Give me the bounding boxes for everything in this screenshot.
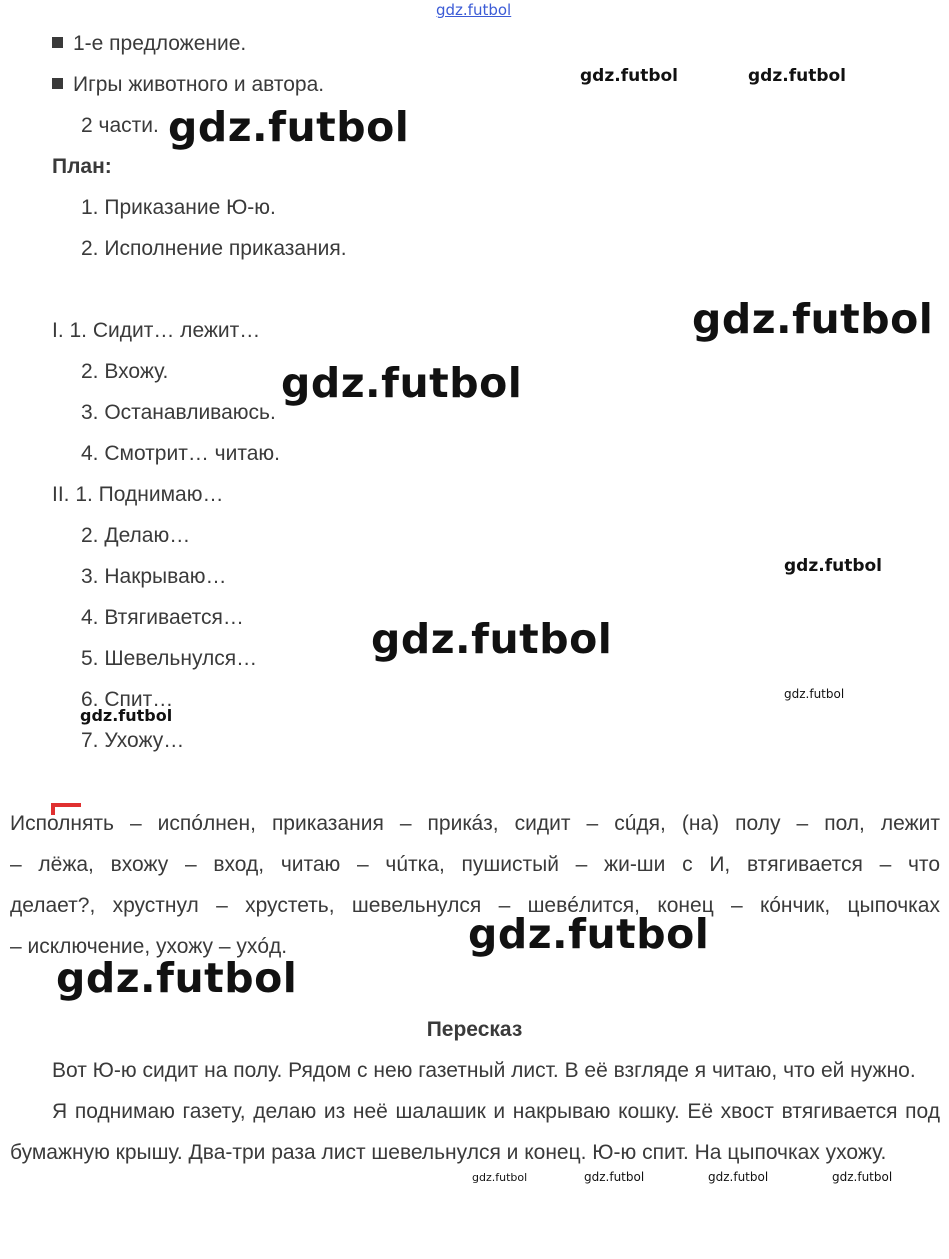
watermark: gdz.futbol: [580, 66, 678, 86]
bullet-text-2: Игры животного и автора.: [73, 73, 325, 96]
outline-item: 7. Ухожу…: [81, 729, 185, 752]
watermark: gdz.futbol: [472, 1171, 528, 1184]
watermark: gdz.futbol: [468, 910, 710, 958]
bullet-item-1: [52, 33, 246, 54]
header-watermark[interactable]: gdz.futbol: [436, 1, 512, 19]
watermark: gdz.futbol: [708, 1170, 769, 1184]
watermark: gdz.futbol: [832, 1170, 893, 1184]
square-bullet-icon: [52, 78, 63, 89]
watermark: gdz.futbol: [168, 103, 410, 151]
outline-item: 4. Втягивается…: [81, 606, 244, 629]
watermark: gdz.futbol: [80, 706, 173, 725]
watermark: gdz.futbol: [56, 954, 298, 1002]
outline-item: 4. Смотрит… читаю.: [81, 442, 280, 465]
orthograms-line-4: – исключение, ухожу – ухóд.: [10, 935, 288, 958]
outline-item: 2. Делаю…: [81, 524, 191, 547]
outline-item: I. 1. Сидит… лежит…: [52, 319, 261, 342]
watermark: gdz.futbol: [281, 359, 523, 407]
outline-item: 3. Останавливаюсь.: [81, 401, 276, 424]
retelling-title: Пересказ: [426, 1018, 523, 1041]
retelling-paragraph-2: Я поднимаю газету, делаю из неё шалашик и накрываю кошку. Её хвост втягивается под бумажную крышу. Два-три раза лист шевельнулся и конец. Ю-ю спит. На цыпочках ухожу.: [10, 1100, 940, 1164]
plan-title: План:: [52, 155, 112, 178]
retelling-paragraph-1: Вот Ю-ю сидит на полу. Рядом с нею газетный лист. В её взгляде я читаю, что ей нужно.: [52, 1059, 916, 1082]
bullet-text-1: 1-е предложение.: [73, 32, 247, 55]
orthograms-line-3: делает?, хрустнул – хрустеть, шевельнулся – шевéлится, конец – кóнчик, цыпочках: [10, 894, 940, 917]
watermark: gdz.futbol: [748, 66, 846, 86]
outline-item: 2. Вхожу.: [81, 360, 169, 383]
plan-item-2: 2. Исполнение приказания.: [81, 237, 347, 260]
watermark: gdz.futbol: [692, 295, 934, 343]
orthograms-line-1: Исполнять – испóлнен, приказания – прикáз, сидит – сúдя, (на) полу – пол, лежит: [10, 812, 940, 835]
watermark: gdz.futbol: [784, 687, 845, 701]
watermark: gdz.futbol: [784, 556, 882, 576]
orthograms-line-2: – лёжа, вхожу – вход, читаю – чúтка, пушистый – жи-ши с И, втягивается – что: [10, 853, 940, 876]
retelling-text: [10, 1050, 940, 1173]
outline-item: 3. Накрываю…: [81, 565, 227, 588]
parts-count: 2 части.: [81, 114, 159, 137]
watermark: gdz.futbol: [371, 615, 613, 663]
outline-item: 5. Шевельнулся…: [81, 647, 258, 670]
outline-item: II. 1. Поднимаю…: [52, 483, 224, 506]
bullet-item-2: [52, 74, 324, 95]
plan-item-1: 1. Приказание Ю-ю.: [81, 196, 276, 219]
outline-item: 6. Спит…: [81, 688, 174, 711]
square-bullet-icon: [52, 37, 63, 48]
watermark: gdz.futbol: [584, 1170, 645, 1184]
